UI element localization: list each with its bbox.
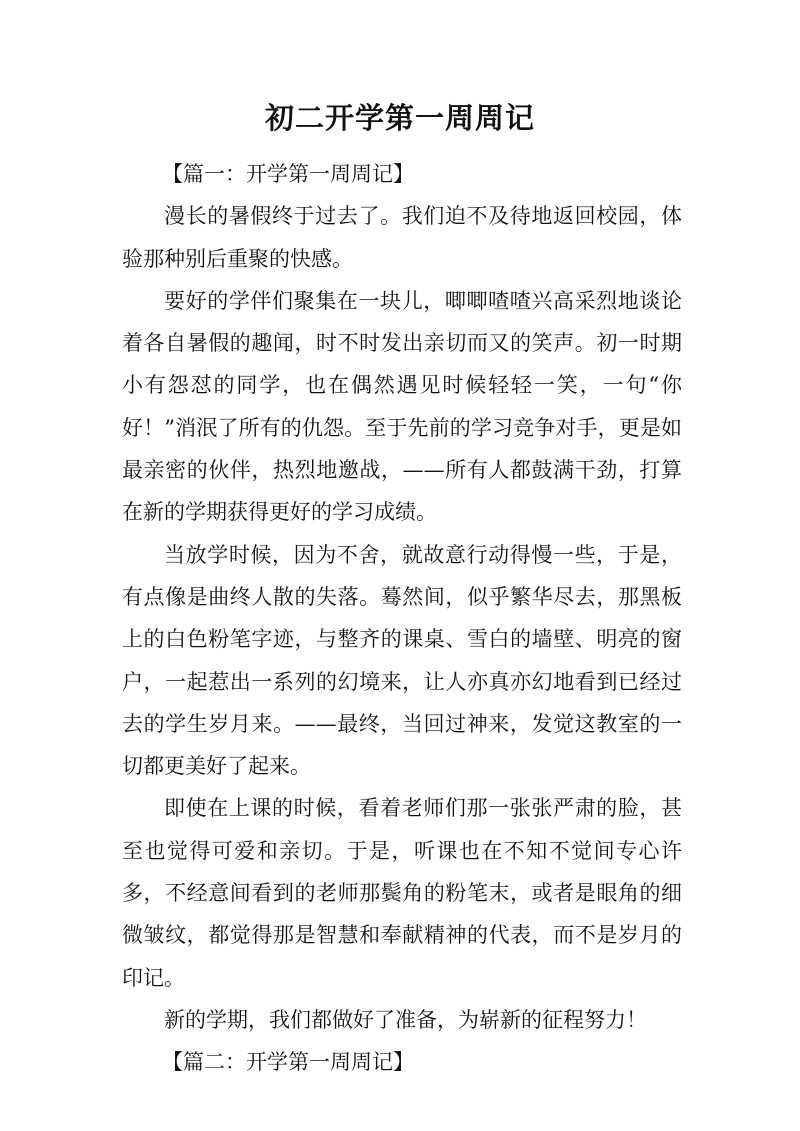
paragraph-3: 当放学时候，因为不舍，就故意行动得慢一些，于是，有点像是曲终人散的失落。蓦然间，似乎繁华尽去，那黑板上的白色粉笔字迹，与整齐的课桌、雪白的墙壁、明亮的窗户，一起惹出一系列的幻境来，让人亦真亦幻地看到已经过去的学生岁月来。——最终，当回过神来，发觉这教室的一切都更美好了起来。 bbox=[122, 542, 682, 779]
paragraph-4: 即使在上课的时候，看着老师们那一张张严肃的脸，甚至也觉得可爱和亲切。于是，听课也在不知不觉间专心许多，不经意间看到的老师那鬓角的粉笔末，或者是眼角的细微皱纹，都觉得那是智慧和奉献精神的代表，而不是岁月的印记。 bbox=[122, 796, 682, 990]
section-heading-2: 【篇二：开学第一周周记】 bbox=[162, 1050, 414, 1075]
section-heading-1: 【篇一：开学第一周周记】 bbox=[162, 162, 414, 186]
document-body bbox=[122, 153, 682, 1084]
document-title: 初二开学第一周周记 bbox=[264, 101, 535, 135]
paragraph-1: 漫长的暑假终于过去了。我们迫不及待地返回校园，体验那种别后重聚的快感。 bbox=[122, 204, 682, 271]
paragraph-2: 要好的学伴们聚集在一块儿，唧唧喳喳兴高采烈地谈论着各自暑假的趣闻，时不时发出亲切而又的笑声。初一时期小有怨怼的同学，也在偶然遇见时候轻轻一笑，一句“你好！”消泯了所有的仇怨。至于先前的学习竞争对手，更是如最亲密的伙伴，热烈地邀战，——所有人都鼓满干劲，打算在新的学期获得更好的学习成绩。 bbox=[122, 288, 682, 525]
paragraph-5: 新的学期，我们都做好了准备，为崭新的征程努力！ bbox=[164, 1007, 647, 1032]
